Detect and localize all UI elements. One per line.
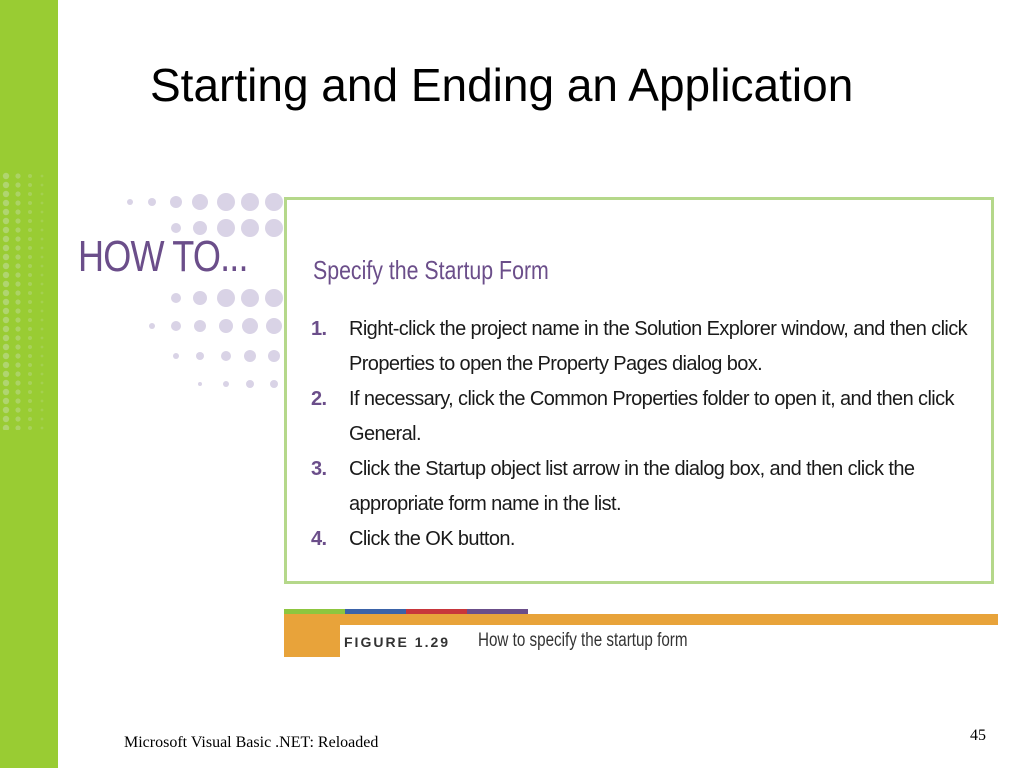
- footer-text: Microsoft Visual Basic .NET: Reloaded: [124, 734, 379, 751]
- list-item: [311, 452, 981, 522]
- figure-label: FIGURE 1.29: [344, 634, 451, 650]
- step-number: 4.: [311, 528, 327, 550]
- step-text: Click the OK button.: [349, 528, 515, 550]
- slide-title: Starting and Ending an Application: [150, 59, 854, 111]
- list-item: [311, 312, 981, 382]
- step-number: 2.: [311, 388, 327, 410]
- figure-bar: [284, 614, 998, 625]
- step-number: 1.: [311, 318, 327, 340]
- howto-box: [284, 197, 994, 584]
- steps-list: [311, 312, 981, 557]
- list-item: [311, 382, 981, 452]
- step-text: Right-click the project name in the Solution Explorer window, and then click Properties to open the Property Pages dialog box.: [349, 318, 968, 375]
- howto-label: HOW TO...: [78, 232, 248, 281]
- howto-heading: Specify the Startup Form: [313, 255, 549, 285]
- figure-caption: How to specify the startup form: [478, 630, 688, 651]
- decorative-dots: [0, 170, 300, 430]
- step-number: 3.: [311, 458, 327, 480]
- list-item: [311, 522, 981, 557]
- step-text: If necessary, click the Common Properties folder to open it, and then click General.: [349, 388, 954, 445]
- step-text: Click the Startup object list arrow in the dialog box, and then click the appropriate form name in the list.: [349, 458, 915, 515]
- figure-bar-tab: [284, 625, 340, 657]
- page-number: 45: [970, 727, 986, 744]
